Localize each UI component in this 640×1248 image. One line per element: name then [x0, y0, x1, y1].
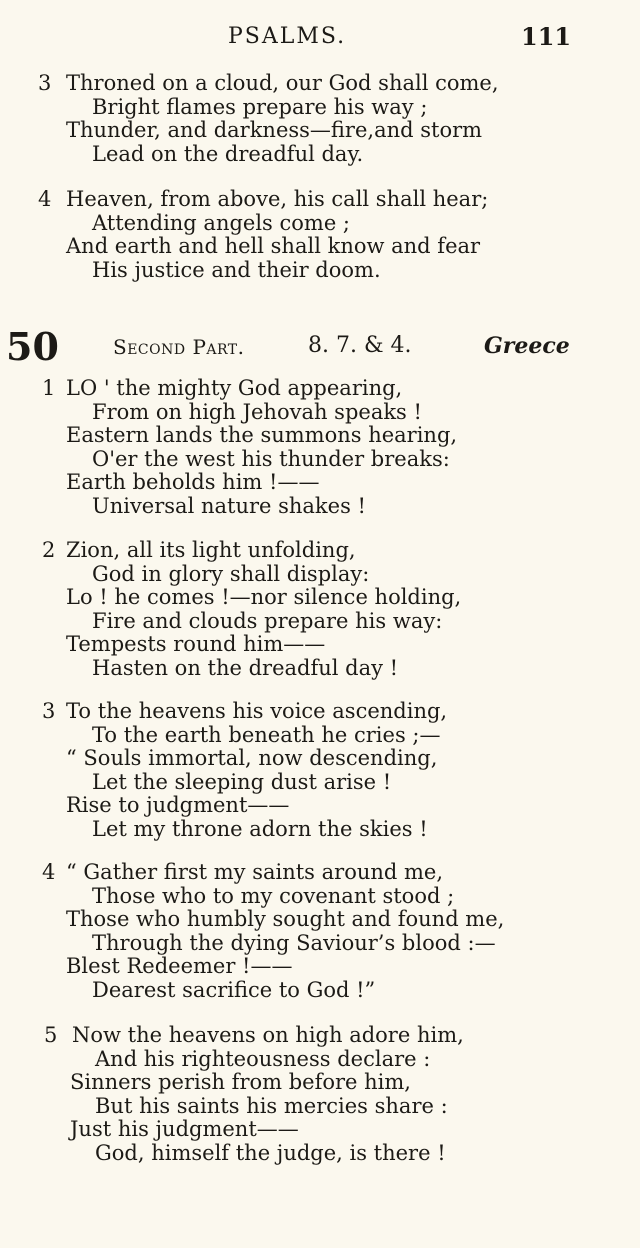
line-text: Fire and clouds prepare his way: — [92, 608, 443, 633]
hymn-heading — [0, 325, 640, 371]
line-text: Through the dying Saviour’s blood :— — [92, 930, 496, 955]
verse-line — [0, 377, 640, 401]
stanza-1 — [0, 377, 640, 518]
verse-line — [0, 794, 640, 818]
stanza-number: 4 — [38, 187, 52, 211]
page-number: 111 — [521, 22, 572, 51]
verse-line — [0, 119, 640, 143]
line-text: Tempests round him—— — [66, 632, 326, 656]
line-text: From on high Jehovah speaks ! — [92, 399, 422, 424]
verse-line — [0, 563, 640, 587]
stanza-2 — [0, 539, 640, 680]
stanza-number: 4 — [42, 860, 56, 884]
line-text: His justice and their doom. — [92, 257, 381, 282]
verse-line — [0, 1024, 640, 1048]
stanza-5 — [0, 1024, 640, 1165]
hymn-meter: 8. 7. & 4. — [308, 333, 412, 358]
verse-line — [0, 539, 640, 563]
verse-line — [0, 657, 640, 681]
verse-line — [0, 1142, 640, 1166]
line-text: To the earth beneath he cries ;— — [92, 722, 441, 747]
line-text: Zion, all its light unfolding, — [66, 538, 356, 562]
stanza-number: 2 — [42, 538, 56, 562]
stanza-4 — [0, 861, 640, 1002]
line-text: God in glory shall display: — [92, 561, 370, 586]
verse-line — [0, 1071, 640, 1095]
line-text: Bright flames prepare his way ; — [92, 94, 428, 119]
line-text: Thunder, and darkness—fire,and storm — [66, 118, 483, 142]
line-text: Attending angels come ; — [92, 210, 351, 235]
verse-line — [0, 586, 640, 610]
line-text: And his righteousness declare : — [95, 1046, 431, 1071]
verse-line — [0, 771, 640, 795]
line-text: God, himself the judge, is there ! — [95, 1140, 446, 1165]
verse-line — [0, 724, 640, 748]
line-text: Blest Redeemer !—— — [66, 954, 293, 978]
line-text: Those who humbly sought and found me, — [66, 907, 505, 931]
stanza-prev-4 — [0, 188, 640, 282]
verse-line — [0, 955, 640, 979]
verse-line — [0, 861, 640, 885]
hymn-part: Second Part. — [113, 335, 245, 359]
line-text: Universal nature shakes ! — [92, 493, 366, 518]
line-text: Let the sleeping dust arise ! — [92, 769, 392, 794]
verse-line — [0, 932, 640, 956]
line-text: LO ' the mighty God appearing, — [66, 376, 403, 400]
verse-line — [0, 979, 640, 1003]
line-text: “ Gather first my saints around me, — [66, 860, 444, 884]
line-text: Hasten on the dreadful day ! — [92, 655, 399, 680]
line-text: Just his judgment—— — [70, 1117, 299, 1141]
line-text: Lead on the dreadful day. — [92, 141, 364, 166]
stanza-3 — [0, 700, 640, 841]
line-text: Heaven, from above, his call shall hear; — [66, 187, 489, 211]
verse-line — [0, 495, 640, 519]
verse-line — [0, 747, 640, 771]
line-text: Let my throne adorn the skies ! — [92, 816, 428, 841]
line-text: Throned on a cloud, our God shall come, — [66, 71, 499, 95]
verse-line — [0, 212, 640, 236]
line-text: Rise to judgment—— — [66, 793, 290, 817]
verse-line — [0, 143, 640, 167]
stanza-prev-3 — [0, 72, 640, 166]
line-text: Those who to my covenant stood ; — [92, 883, 455, 908]
line-text: Earth beholds him !—— — [66, 470, 320, 494]
running-title: PSALMS. — [228, 24, 347, 49]
verse-line — [0, 908, 640, 932]
verse-line — [0, 1048, 640, 1072]
line-text: O'er the west his thunder breaks: — [92, 446, 450, 471]
verse-line — [0, 448, 640, 472]
line-text: Sinners perish from before him, — [70, 1070, 411, 1094]
verse-line — [0, 96, 640, 120]
verse-line — [0, 72, 640, 96]
stanza-number: 3 — [38, 71, 52, 95]
verse-line — [0, 424, 640, 448]
hymn-tune: Greece — [484, 333, 570, 359]
line-text: “ Souls immortal, now descending, — [66, 746, 438, 770]
verse-line — [0, 610, 640, 634]
verse-line — [0, 471, 640, 495]
running-head — [0, 22, 640, 54]
verse-line — [0, 1095, 640, 1119]
stanza-number: 3 — [42, 699, 56, 723]
line-text: Lo ! he comes !—nor silence holding, — [66, 585, 462, 609]
line-text: Eastern lands the summons hearing, — [66, 423, 458, 447]
line-text: Now the heavens on high adore him, — [72, 1023, 464, 1047]
line-text: But his saints his mercies share : — [95, 1093, 448, 1118]
line-text: And earth and hell shall know and fear — [66, 234, 481, 258]
verse-line — [0, 235, 640, 259]
stanza-number: 5 — [44, 1023, 58, 1047]
verse-line — [0, 818, 640, 842]
verse-line — [0, 259, 640, 283]
verse-line — [0, 633, 640, 657]
hymn-number: 50 — [6, 324, 59, 369]
line-text: Dearest sacrifice to God !” — [92, 977, 376, 1002]
verse-line — [0, 188, 640, 212]
stanza-number: 1 — [42, 376, 56, 400]
verse-line — [0, 700, 640, 724]
verse-line — [0, 1118, 640, 1142]
verse-line — [0, 885, 640, 909]
line-text: To the heavens his voice ascending, — [66, 699, 448, 723]
verse-line — [0, 401, 640, 425]
